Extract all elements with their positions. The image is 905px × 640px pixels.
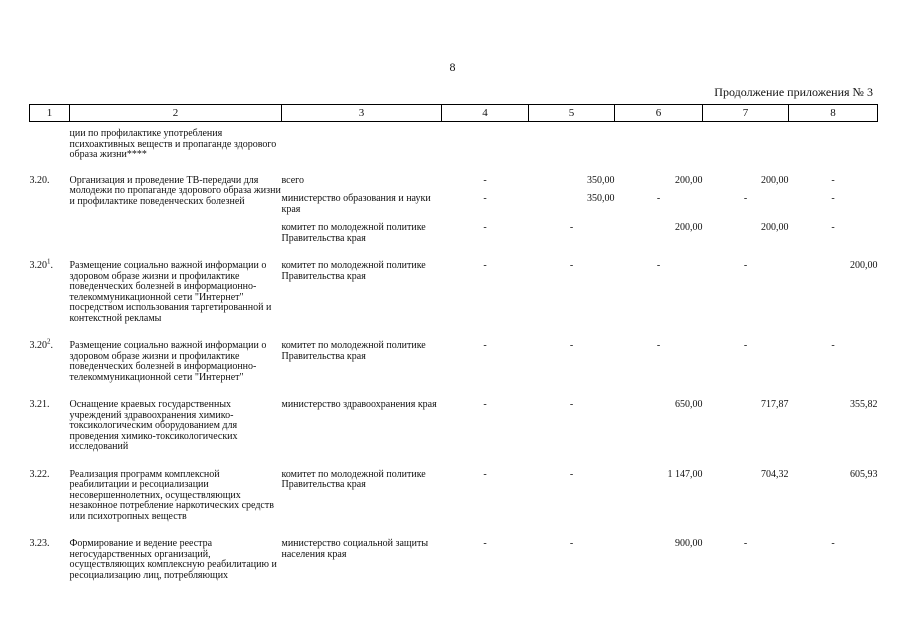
row-name: Размещение социально важной информации о здоровом образе жизни и профилактике поведенческих болезней в информационно-телекоммуникационной сети "Интернет" (69, 340, 267, 383)
row-name: Размещение социально важной информации о здоровом образе жизни и профилактике поведенческих болезней в информационно-телекоммуникационной сети "Интернет" посредством использования таргетированной и контекстной рекламы (69, 260, 272, 324)
row-name: Формирование и ведение реестра негосударственных организаций, осуществляющих комплексную реабилитацию и ресоциализацию лиц, потребляющих (69, 538, 277, 581)
row-executor: министерство образования и науки края (281, 193, 431, 215)
row-value-c8: 605,93 (850, 468, 878, 480)
row-value-c8: - (831, 340, 835, 351)
row-value-c8: 200,00 (850, 260, 878, 271)
row-number: 3.22. (29, 468, 50, 480)
row-number: 3.23. (29, 538, 50, 549)
row-name: Оснащение краевых государственных учреждений здравоохранения химико-токсикологическим оборудованием для проведения химико-токсикологических исследований (69, 399, 238, 452)
row-value-c6: - (656, 193, 661, 204)
row-value-c7: - (743, 538, 748, 549)
row-value-c4: - (483, 222, 487, 233)
table-row (30, 534, 878, 593)
row-value-c4: - (483, 174, 487, 186)
row-number: 3.20$^2$. (29, 337, 53, 351)
program-table (29, 104, 878, 593)
row-value-c7: 200,00 (761, 174, 789, 186)
col-header-6: 6 (615, 105, 703, 122)
row-value-c6: 1 147,00 (667, 468, 703, 480)
row-value-c4: - (483, 468, 487, 480)
row-value-c7: - (743, 193, 748, 204)
row-number-superscript: 1 (47, 257, 51, 266)
col-header-7: 7 (703, 105, 789, 122)
row-value-c4: - (483, 260, 487, 271)
row-number: 3.20. (29, 174, 50, 186)
row-executor: комитет по молодежной политике Правительства края (281, 260, 426, 282)
row-value-c4: - (483, 193, 487, 204)
table-row (30, 256, 878, 336)
table-row-continued (30, 122, 878, 171)
row-number-superscript: 2 (47, 337, 51, 346)
row-value-c8: - (831, 174, 835, 186)
row-executor: министерство социальной защиты населения края (281, 538, 429, 560)
row-value-c4: - (483, 340, 487, 351)
row-number: 3.21. (29, 399, 50, 410)
row-value-c5: - (569, 538, 574, 549)
row-value-c5: 350,00 (587, 193, 615, 204)
row-value-c5: - (569, 399, 574, 410)
row-number: 3.20$^1$. (29, 257, 53, 271)
row-value-c5: - (569, 222, 574, 233)
col-header-3: 3 (282, 105, 442, 122)
row-value-c6: - (656, 340, 661, 351)
row-executor: министерство здравоохранения края (281, 399, 437, 410)
row-value-c6: 200,00 (675, 174, 703, 186)
table-row (30, 336, 878, 395)
row-executor: комитет по молодежной политике Правительства края (281, 340, 426, 362)
row-name: ции по профилактике употребления психоактивных веществ и пропаганде здорового образа жизни**** (69, 128, 277, 160)
table-row (30, 465, 878, 535)
column-header-row (30, 105, 878, 122)
row-value-c6: 900,00 (675, 538, 703, 549)
col-header-4: 4 (442, 105, 529, 122)
row-value-c7: - (743, 260, 748, 271)
page-number: 8 (449, 60, 456, 74)
col-header-5: 5 (529, 105, 615, 122)
col-header-2: 2 (70, 105, 282, 122)
row-name: Организация и проведение ТВ-передачи для молодежи по пропаганде здорового образа жизни и профилактике поведенческих болезней (69, 174, 281, 207)
col-header-8: 8 (789, 105, 878, 122)
row-executor: комитет по молодежной политике Правительства края (281, 222, 426, 244)
row-value-c8: 355,82 (850, 399, 878, 410)
col-header-1: 1 (30, 105, 70, 122)
row-value-c6: 200,00 (675, 222, 703, 233)
row-value-c5: - (569, 340, 574, 351)
row-executor: всего (281, 174, 305, 186)
row-value-c4: - (483, 399, 487, 410)
row-value-c4: - (483, 538, 487, 549)
row-value-c5: - (569, 468, 574, 480)
row-value-c5: - (569, 260, 574, 271)
row-value-c7: 704,32 (761, 468, 789, 480)
continuation-caption: Продолжение приложения № 3 (714, 85, 873, 99)
row-value-c6: 650,00 (675, 399, 703, 410)
row-value-c7: 717,87 (761, 399, 789, 410)
table-row (30, 395, 878, 465)
row-value-c8: - (831, 193, 835, 204)
row-value-c8: - (831, 538, 835, 549)
table-row (30, 171, 878, 187)
row-value-c6: - (656, 260, 661, 271)
row-value-c8: - (831, 222, 835, 233)
row-value-c5: 350,00 (587, 174, 615, 186)
row-executor: комитет по молодежной политике Правительства края (281, 468, 426, 490)
row-value-c7: 200,00 (761, 222, 789, 233)
row-name: Реализация программ комплексной реабилитации и ресоциализации несовершеннолетних, осуществляющих незаконное потребление наркотических средств или психотропных веществ (69, 468, 274, 522)
row-value-c7: - (743, 340, 748, 351)
